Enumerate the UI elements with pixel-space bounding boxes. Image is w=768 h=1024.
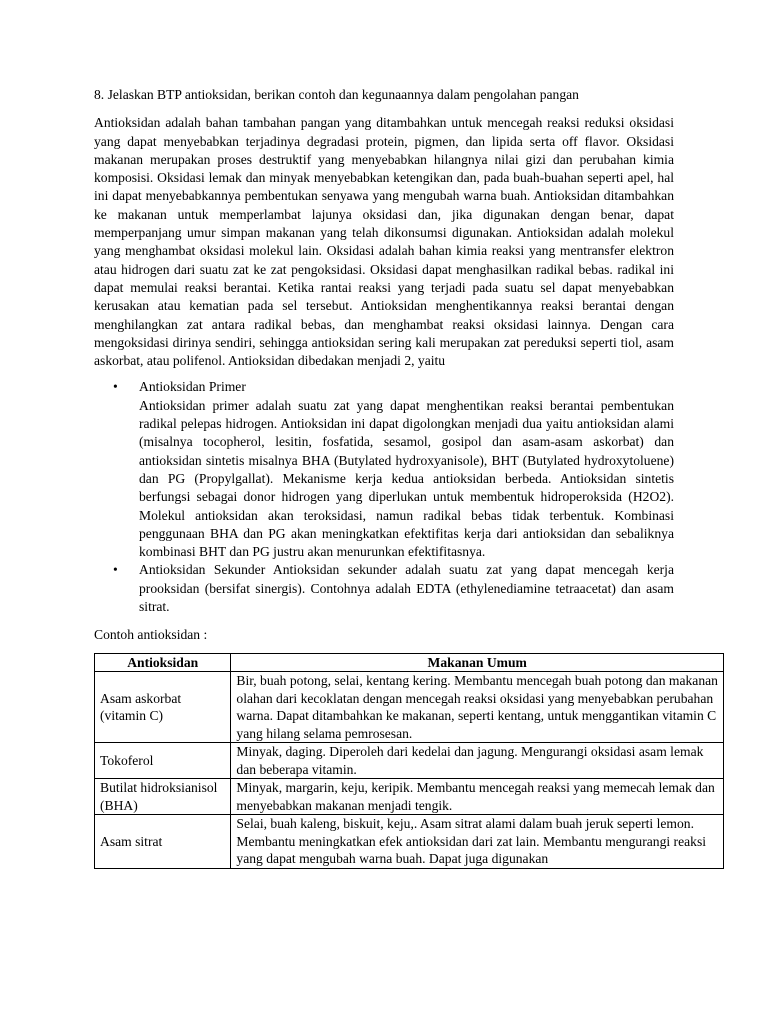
document-page: [94, 86, 718, 869]
table-cell-food: Selai, buah kaleng, biskuit, keju,. Asam sitrat alami dalam buah jeruk seperti lemon. Membantu meningkatkan efek antioksidan dari zat lain. Membantu mengurangi reaksi yang dapat mengubah warna buah. Dapat juga digunakan: [231, 815, 724, 869]
list-item-text: Antioksidan primer adalah suatu zat yang dapat menghentikan reaksi berantai pembentukan radikal pelepas hidrogen. Antioksidan ini dapat digolongkan menjadi dua yaitu antioksidan alami (misalnya tocopherol, lesitin, fosfatida, sesamol, gosipol dan asam-asam askorbat) dan antioksidan sintetis misalnya BHA (Butylated hydroxyanisole), BHT (Butylated hydroxytoluene) dan PG (Propylgallat). Mekanisme kerja kedua antioksidan berbeda. Antioksidan sintetis berfungsi sebagai donor hidrogen yang diperlukan untuk membentuk hidroperoksida (H2O2). Molekul antioksidan akan teroksidasi, namun radikal bebas tidak terbentuk. Kombinasi penggunaan BHA dan PG akan meningkatkan efektifitas kerja dari antioksidan dan sebaliknya kombinasi BHT dan PG justru akan menurunkan efektifitasnya.: [139, 397, 674, 560]
antioxidant-types-list: [94, 378, 674, 616]
table-cell-antioxidant: Asam sitrat: [95, 815, 231, 869]
bullet-icon: •: [113, 379, 118, 395]
table-cell-antioxidant: Asam askorbat (vitamin C): [95, 672, 231, 743]
bullet-icon: •: [113, 562, 118, 578]
list-item-title: Antioksidan Primer: [139, 379, 246, 395]
table-header-makanan-umum: Makanan Umum: [231, 653, 724, 672]
intro-paragraph: Antioksidan adalah bahan tambahan pangan yang ditambahkan untuk mencegah reaksi reduksi oksidasi yang dapat menyebabkan terjadinya degradasi protein, pigmen, dan lipida serta off flavor. Oksidasi makanan merupakan proses destruktif yang menyebabkan hilangnya nilai gizi dan perubahan kimia komposisi. Oksidasi lemak dan minyak menyebabkan ketengikan dan, pada buah-buahan seperti apel, hal ini dapat menyebabkannya pembentukan senyawa yang mengubah warna buah. Antioksidan ditambahkan ke makanan untuk memperlambat lajunya oksidasi dan, jika digunakan dengan benar, dapat memperpanjang umur simpan makanan yang telah dikonsumsi digunakan. Antioksidan adalah molekul yang menghambat oksidasi molekul lain. Oksidasi adalah bahan kimia reaksi yang mentransfer elektron atau hidrogen dari suatu zat ke zat pengoksidasi. Oksidasi dapat menghasilkan radikal bebas. radikal ini dapat memulai reaksi berantai. Ketika rantai reaksi yang terjadi pada suatu sel dapat menyebabkan kerusakan atau kematian pada sel tersebut. Antioksidan menghentikannya reaksi berantai dengan menghilangkan zat antara radikal bebas, dan menghambat reaksi oksidasi lainnya. Dengan cara mengoksidasi dirinya sendiri, sehingga antioksidan sering kali merupakan zat pereduksi seperti tiol, asam askorbat, atau polifenol. Antioksidan dibedakan menjadi 2, yaitu: [94, 115, 674, 369]
table-row: [95, 815, 724, 869]
table-header-row: [95, 653, 724, 672]
table-header-antioksidan: Antioksidan: [95, 653, 231, 672]
table-cell-food: Bir, buah potong, selai, kentang kering. Membantu mencegah buah potong dan makanan olahan dari kecoklatan dengan mencegah reaksi oksidasi yang menyebabkan perubahan warna. Dapat ditambahkan ke makanan, seperti kentang, untuk menggantikan vitamin C yang hilang selama pemrosesan.: [231, 672, 724, 743]
antioxidant-table: [94, 653, 724, 869]
list-item: [94, 378, 674, 561]
list-item-text: Antioksidan Sekunder Antioksidan sekunder adalah suatu zat yang dapat mencegah kerja prooksidan (bersifat sinergis). Contohnya adalah EDTA (ethylenediamine tetraacetat) dan asam sitrat.: [139, 562, 674, 615]
table-cell-food: Minyak, margarin, keju, keripik. Membantu mencegah reaksi yang memecah lemak dan menyebabkan makanan menjadi tengik.: [231, 779, 724, 815]
examples-label: Contoh antioksidan :: [94, 627, 208, 643]
table-cell-antioxidant: Butilat hidroksianisol (BHA): [95, 779, 231, 815]
table-cell-antioxidant: Tokoferol: [95, 743, 231, 779]
table-row: [95, 672, 724, 743]
table-row: [95, 779, 724, 815]
question-heading: 8. Jelaskan BTP antioksidan, berikan contoh dan kegunaannya dalam pengolahan pangan: [94, 87, 579, 102]
table-cell-food: Minyak, daging. Diperoleh dari kedelai dan jagung. Mengurangi oksidasi asam lemak dan beberapa vitamin.: [231, 743, 724, 779]
list-item: [94, 561, 674, 616]
table-row: [95, 743, 724, 779]
